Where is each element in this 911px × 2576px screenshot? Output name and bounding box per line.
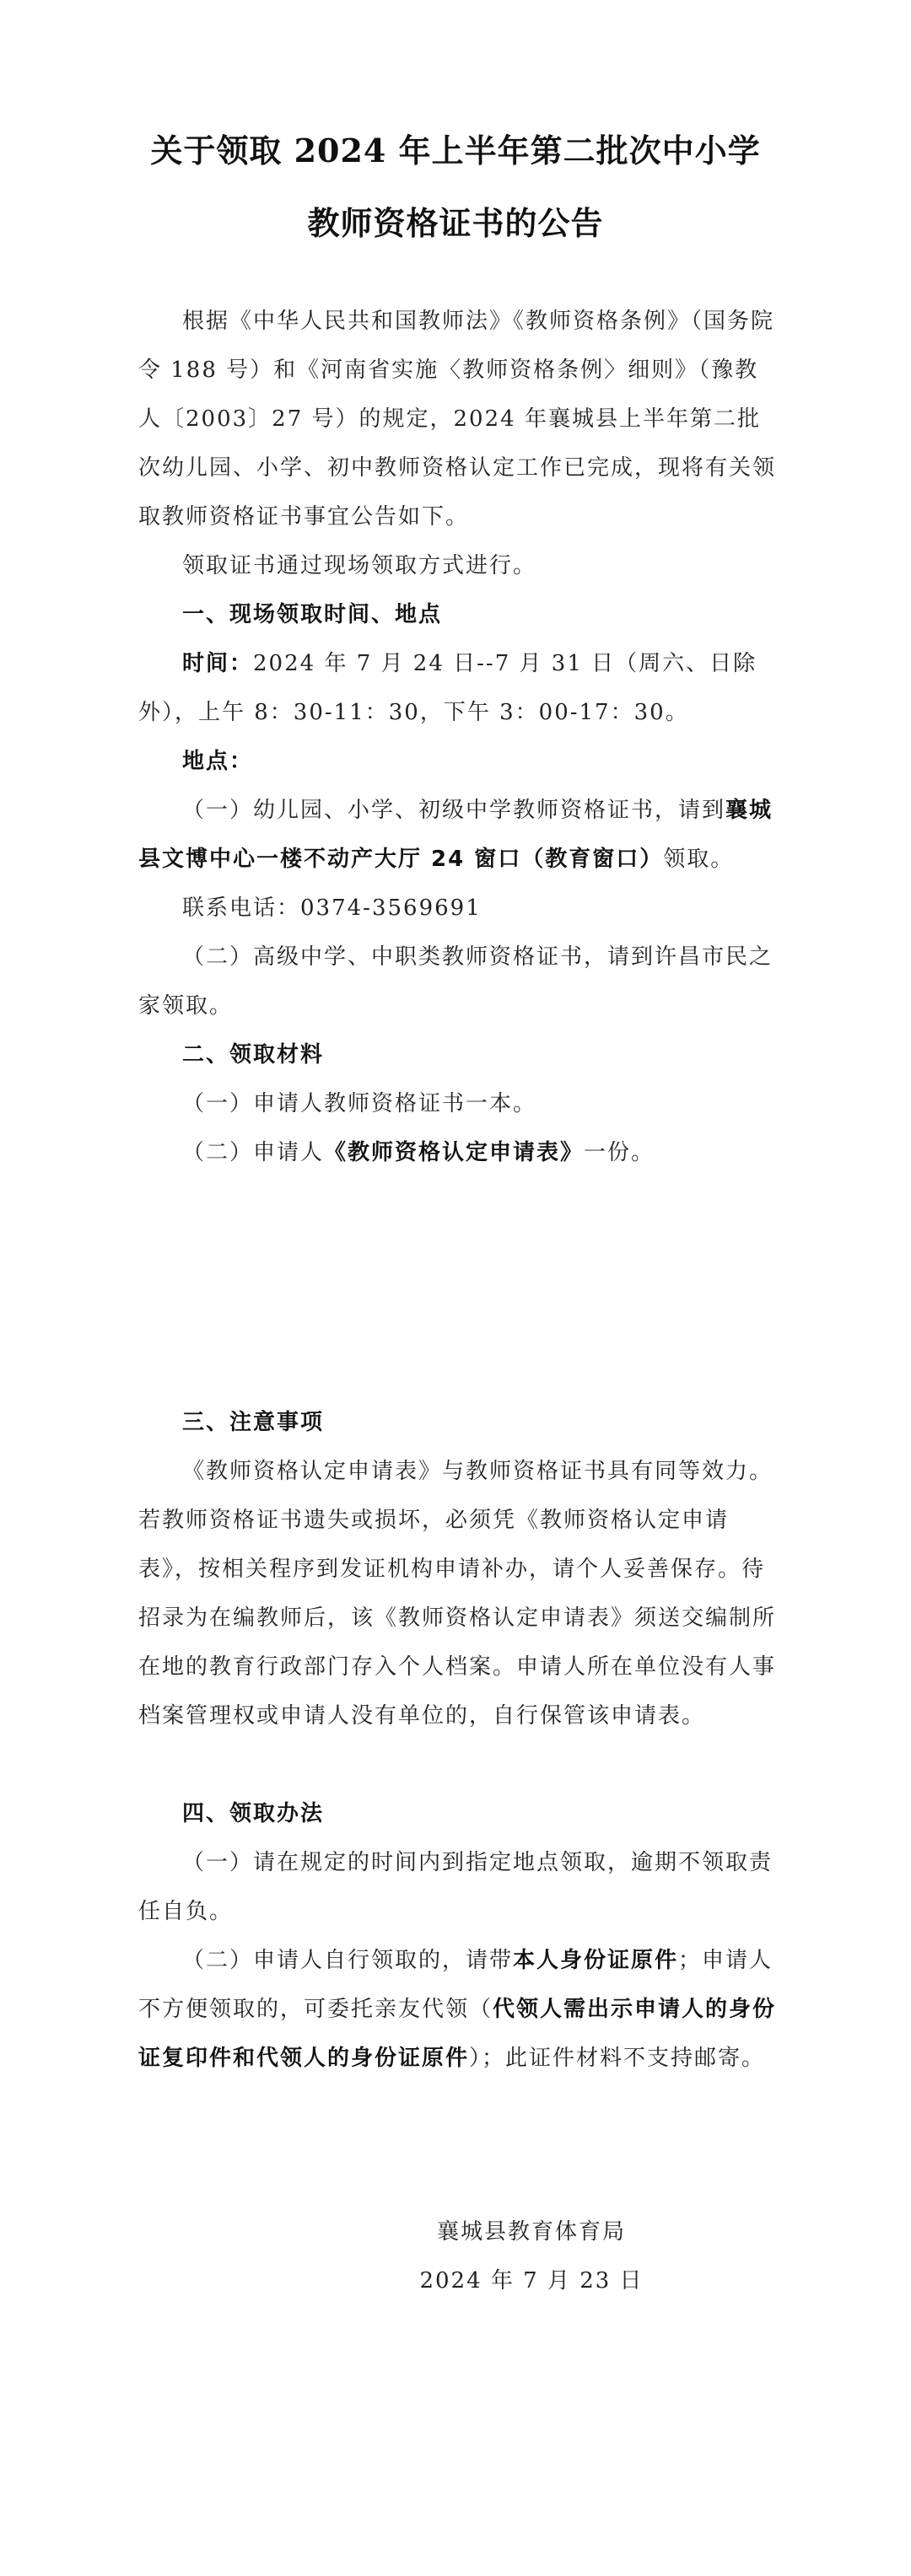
title-line-2: 教师资格证书的公告 [307, 204, 604, 242]
place-item-1-pre: （一）幼儿园、小学、初级中学教师资格证书，请到 [182, 798, 726, 823]
place-label: 地点： [182, 749, 254, 774]
section1-heading: 一、现场领取时间、地点 [182, 602, 443, 627]
intro-paragraph: 根据《中华人民共和国教师法》《教师资格条例》（国务院令 188 号）和《河南省实施〈教师资格条例〉细则》（豫教人〔2003〕27 号）的规定，2024 年襄城县上半年第二批次幼儿园、小学、初中教师资格认定工作已完成，现将有关领取教师资格证书事宜公告如下。 [138, 309, 777, 530]
method-item-2-post: ）；此证件材料不支持邮寄。 [469, 2046, 766, 2071]
method-paragraph: 领取证书通过现场领取方式进行。 [182, 553, 537, 578]
title-line-1: 关于领取 2024 年上半年第二批次中小学 [150, 132, 761, 169]
method-item-2-id-original: 本人身份证原件 [513, 1948, 679, 1973]
section3-heading: 三、注意事项 [182, 1410, 325, 1435]
signature-org-text: 襄城县教育体育局 [436, 2219, 626, 2245]
signature-org [0, 2208, 911, 2256]
contact-phone: 联系电话：0374-3569691 [182, 895, 482, 921]
notice-paragraph: 《教师资格认定申请表》与教师资格证书具有同等效力。若教师资格证书遗失或损坏，必须凭《教师资格认定申请表》，按相关程序到发证机构申请补办，请个人妥善保存。待招录为在编教师后，该《教师资格认定申请表》须送交编制所在地的教育行政部门存入个人档案。申请人所在单位没有人事档案管理权或申请人没有单位的，自行保管该申请表。 [138, 1459, 777, 1729]
section2-heading: 二、领取材料 [182, 1042, 325, 1068]
place-item-1-location: 襄城县文博中心一楼不动产大厅 24 窗口（教育窗口） [138, 798, 774, 872]
place-item-1-post: 领取。 [663, 847, 735, 872]
time-label: 时间： [182, 651, 254, 676]
method-item-2-mid: ；申请人不方便领取的，可委托亲友代领（ [138, 1948, 774, 2022]
material-item-1: （一）申请人教师资格证书一本。 [182, 1091, 537, 1116]
material-item-2-post: 一份。 [584, 1140, 655, 1165]
material-item-2-pre: （二）申请人 [182, 1140, 325, 1165]
section4-heading: 四、领取办法 [182, 1801, 325, 1826]
method-item-2 [138, 1936, 779, 2083]
signature-date [0, 2256, 911, 2305]
place-item-1 [138, 786, 779, 884]
method-item-1: （一）请在规定的时间内到指定地点领取，逾期不领取责任自负。 [138, 1850, 774, 1924]
place-item-2: （二）高级中学、中职类教师资格证书，请到许昌市民之家领取。 [138, 944, 774, 1019]
signature-date-text: 2024 年 7 月 23 日 [419, 2268, 644, 2294]
time-paragraph [138, 639, 779, 737]
method-item-2-pre: （二）申请人自行领取的，请带 [182, 1948, 514, 1973]
time-text: 2024 年 7 月 24 日--7 月 31 日（周六、日除外），上午 8：30-11：30，下午 3：00-17：30。 [138, 651, 757, 725]
material-item-2-form: 《教师资格认定申请表》 [324, 1140, 585, 1165]
method-item-2-proxy-docs: 代领人需出示申请人的身份证复印件和代领人的身份证原件 [138, 1997, 777, 2071]
material-item-2 [138, 1128, 779, 1177]
